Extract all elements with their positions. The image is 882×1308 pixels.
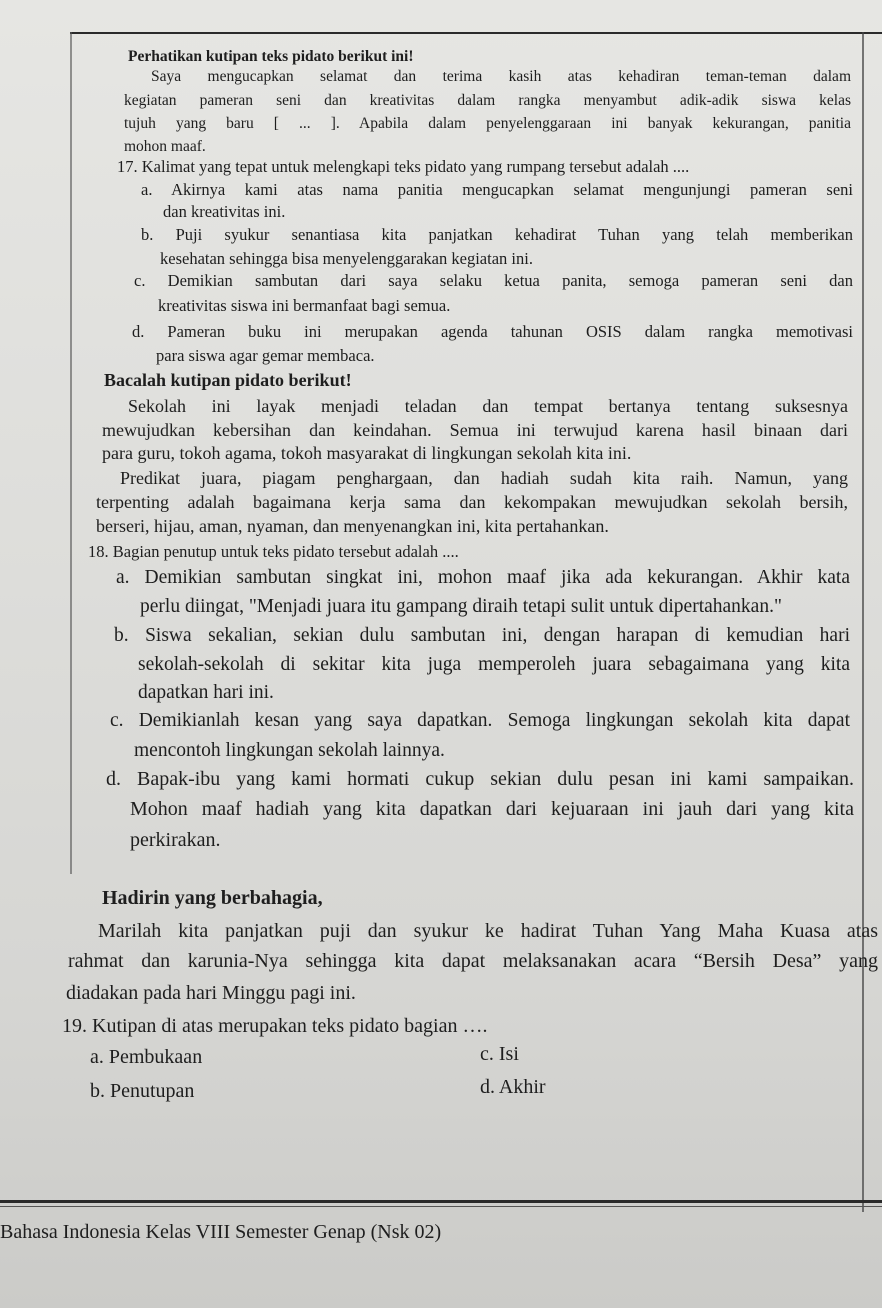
q18-option-d-cont: Mohon maaf hadiah yang kita dapatkan dari kejuaraan ini jauh dari yang kita — [130, 798, 854, 820]
section2-passage-line: mewujudkan kebersihan dan keindahan. Semua ini terwujud karena hasil binaan dari — [102, 420, 848, 440]
q17-option-b: b. Puji syukur senantiasa kita panjatkan kehadirat Tuhan yang telah memberikan — [141, 225, 853, 244]
border-bottom-thin — [0, 1206, 882, 1207]
q17-option-a: a. Akirnya kami atas nama panitia mengucapkan selamat mengunjungi pameran seni — [141, 180, 853, 199]
q19-option-a: a. Pembukaan — [90, 1046, 203, 1068]
question-17: 17. Kalimat yang tepat untuk melengkapi teks pidato yang rumpang tersebut adalah .... — [117, 157, 690, 176]
q18-option-b: b. Siswa sekalian, sekian dulu sambutan ini, dengan harapan di kemudian hari — [114, 625, 850, 646]
q17-option-c-cont: kreativitas siswa ini bermanfaat bagi semua. — [158, 296, 451, 315]
q18-option-c: c. Demikianlah kesan yang saya dapatkan. Semoga lingkungan sekolah kita dapat — [110, 710, 850, 731]
section3-passage-line: Marilah kita panjatkan puji dan syukur ke hadirat Tuhan Yang Maha Kuasa atas — [98, 920, 878, 942]
q17-option-b-cont: kesehatan sehingga bisa menyelenggarakan kegiatan ini. — [160, 249, 533, 268]
q18-option-c-cont: mencontoh lingkungan sekolah lainnya. — [134, 740, 445, 761]
section2-passage-line: Sekolah ini layak menjadi teladan dan tempat bertanya tentang suksesnya — [128, 396, 848, 416]
q17-option-d: d. Pameran buku ini merupakan agenda tahunan OSIS dalam rangka memotivasi — [132, 322, 853, 341]
section1-passage-line: Saya mengucapkan selamat dan terima kasih atas kehadiran teman-teman dalam — [151, 68, 851, 85]
section3-heading: Hadirin yang berbahagia, — [102, 887, 323, 909]
q19-option-d: d. Akhir — [480, 1076, 546, 1098]
section2-passage-line: terpenting adalah bagaimana kerja sama dan kekompakan mewujudkan sekolah bersih, — [96, 492, 848, 512]
q17-option-c: c. Demikian sambutan dari saya selaku ketua panita, semoga pameran seni dan — [134, 271, 853, 290]
section1-passage-line: mohon maaf. — [124, 138, 206, 155]
section3-passage-line: diadakan pada hari Minggu pagi ini. — [66, 982, 356, 1004]
section2-passage-line: para guru, tokoh agama, tokoh masyarakat di lingkungan sekolah kita ini. — [102, 443, 632, 463]
q18-option-d-cont2: perkirakan. — [130, 829, 221, 851]
q19-option-b: b. Penutupan — [90, 1080, 195, 1102]
border-bottom — [0, 1200, 882, 1203]
section2-passage-line: Predikat juara, piagam penghargaan, dan hadiah sudah kita raih. Namun, yang — [120, 468, 848, 488]
page-footer: Bahasa Indonesia Kelas VIII Semester Genap (Nsk 02) — [0, 1221, 442, 1243]
section2-heading: Bacalah kutipan pidato berikut! — [104, 370, 352, 390]
border-top — [70, 32, 882, 34]
q17-option-d-cont: para siswa agar gemar membaca. — [156, 346, 375, 365]
border-right — [862, 32, 864, 1212]
section2-passage-line: berseri, hijau, aman, nyaman, dan menyenangkan ini, kita pertahankan. — [96, 516, 609, 536]
question-19: 19. Kutipan di atas merupakan teks pidato bagian …. — [62, 1015, 488, 1037]
question-18: 18. Bagian penutup untuk teks pidato tersebut adalah .... — [88, 542, 459, 561]
q18-option-b-cont: sekolah-sekolah di sekitar kita juga memperoleh juara sebagaimana yang kita — [138, 654, 850, 675]
q18-option-a: a. Demikian sambutan singkat ini, mohon maaf jika ada kekurangan. Akhir kata — [116, 567, 850, 588]
border-left — [70, 32, 72, 874]
q19-option-c: c. Isi — [480, 1043, 519, 1065]
section1-passage-line: kegiatan pameran seni dan kreativitas dalam rangka menyambut adik-adik siswa kelas — [124, 92, 851, 109]
q18-option-b-cont2: dapatkan hari ini. — [138, 682, 274, 703]
section1-heading: Perhatikan kutipan teks pidato berikut ini! — [128, 48, 414, 65]
q18-option-d: d. Bapak-ibu yang kami hormati cukup sekian dulu pesan ini kami sampaikan. — [106, 768, 854, 790]
q18-option-a-cont: perlu diingat, "Menjadi juara itu gampang diraih tetapi sulit untuk dipertahankan." — [140, 596, 782, 617]
section3-passage-line: rahmat dan karunia-Nya sehingga kita dapat melaksanakan acara “Bersih Desa” yang — [68, 950, 878, 972]
q17-option-a-cont: dan kreativitas ini. — [163, 202, 286, 221]
section1-passage-line: tujuh yang baru [ ... ]. Apabila dalam penyelenggaraan ini banyak kekurangan, panitia — [124, 115, 851, 132]
